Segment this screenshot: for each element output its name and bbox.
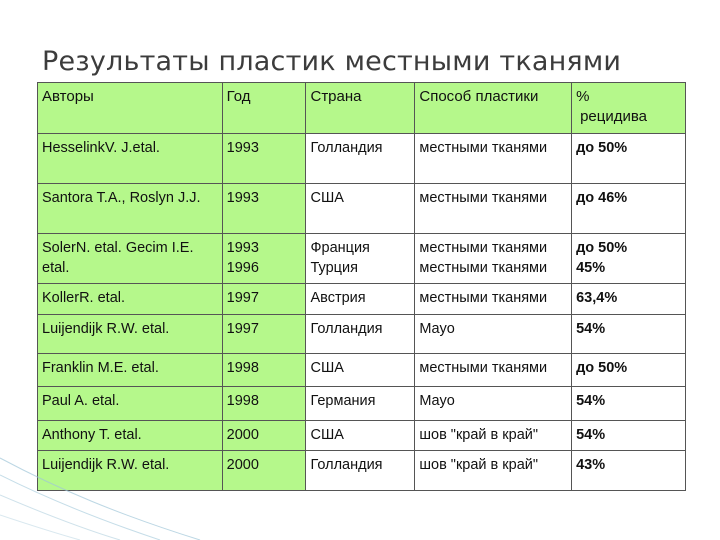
cell-year	[222, 284, 306, 315]
cell-recurrence	[572, 354, 686, 387]
cell-author-line: Luijendijk R.W. etal.	[42, 321, 170, 337]
cell-recurrence-line: 54%	[576, 427, 606, 443]
cell-author-line: etal.	[42, 260, 70, 276]
cell-author-line: HesselinkV. J.etal.	[42, 140, 160, 156]
cell-method	[415, 315, 572, 354]
cell-author	[38, 451, 223, 491]
cell-year	[222, 421, 306, 451]
cell-author-line: Franklin M.E. etal.	[42, 360, 159, 376]
cell-method	[415, 387, 572, 421]
cell-country-line: Голландия	[310, 321, 383, 337]
cell-recurrence-line: до 50%	[576, 360, 628, 376]
cell-recurrence	[572, 284, 686, 315]
results-table	[37, 82, 686, 491]
cell-country-line: США	[310, 190, 344, 206]
header-method: Способ пластики	[415, 83, 572, 134]
cell-author	[38, 234, 223, 284]
cell-country	[306, 234, 415, 284]
cell-method	[415, 354, 572, 387]
cell-author	[38, 284, 223, 315]
cell-method-line: местными тканями	[419, 290, 548, 306]
header-recurrence-word: рецидива	[580, 108, 648, 125]
cell-year-line: 1998	[226, 393, 259, 409]
header-authors: Авторы	[38, 83, 223, 134]
slide-title: Результаты пластик местными тканями	[42, 46, 622, 77]
cell-year	[222, 134, 306, 184]
cell-country	[306, 315, 415, 354]
cell-author	[38, 354, 223, 387]
cell-author	[38, 134, 223, 184]
cell-author	[38, 421, 223, 451]
cell-year	[222, 184, 306, 234]
cell-method	[415, 184, 572, 234]
cell-year-line: 2000	[226, 427, 259, 443]
cell-author-line: Anthony T. etal.	[42, 427, 142, 443]
cell-recurrence-line: до 50%	[576, 240, 628, 256]
cell-method-line: местными тканями	[419, 240, 548, 256]
cell-year	[222, 354, 306, 387]
header-year: Год	[222, 83, 306, 134]
cell-method	[415, 234, 572, 284]
cell-country	[306, 387, 415, 421]
header-recurrence-pct: %	[576, 88, 590, 105]
cell-recurrence	[572, 184, 686, 234]
cell-author-line: KollerR. etal.	[42, 290, 126, 306]
cell-country-line: Голландия	[310, 140, 383, 156]
table-header-row	[38, 83, 686, 134]
table-row	[38, 184, 686, 234]
cell-country	[306, 451, 415, 491]
results-table-body	[38, 83, 686, 491]
cell-author-line: Luijendijk R.W. etal.	[42, 457, 170, 473]
cell-year	[222, 451, 306, 491]
cell-method-line: шов "край в край"	[419, 457, 539, 473]
cell-year-line: 1993	[226, 190, 259, 206]
cell-recurrence	[572, 451, 686, 491]
cell-method	[415, 421, 572, 451]
cell-author	[38, 315, 223, 354]
cell-method-line: шов "край в край"	[419, 427, 539, 443]
cell-year-line: 1997	[226, 290, 259, 306]
cell-country-line: Турция	[310, 260, 358, 276]
table-row	[38, 134, 686, 184]
cell-author	[38, 387, 223, 421]
cell-country	[306, 284, 415, 315]
cell-country	[306, 354, 415, 387]
cell-author-line: SolerN. etal. Gecim I.E.	[42, 240, 194, 256]
table-row	[38, 387, 686, 421]
cell-recurrence-line: 45%	[576, 260, 606, 276]
table-row	[38, 451, 686, 491]
cell-year	[222, 234, 306, 284]
header-country: Страна	[306, 83, 415, 134]
cell-method-line: местными тканями	[419, 260, 548, 276]
cell-country-line: Германия	[310, 393, 376, 409]
cell-year-line: 1998	[226, 360, 259, 376]
cell-country-line: Франция	[310, 240, 370, 256]
cell-recurrence	[572, 134, 686, 184]
cell-recurrence-line: до 50%	[576, 140, 628, 156]
cell-method	[415, 451, 572, 491]
cell-recurrence-line: 63,4%	[576, 290, 618, 306]
cell-method	[415, 134, 572, 184]
cell-country-line: Австрия	[310, 290, 366, 306]
cell-country	[306, 421, 415, 451]
cell-method-line: Mayo	[419, 393, 455, 409]
cell-recurrence-line: до 46%	[576, 190, 628, 206]
cell-recurrence	[572, 387, 686, 421]
cell-year	[222, 315, 306, 354]
cell-recurrence	[572, 315, 686, 354]
cell-recurrence-line: 43%	[576, 457, 606, 473]
cell-method-line: местными тканями	[419, 360, 548, 376]
table-row	[38, 284, 686, 315]
cell-author	[38, 184, 223, 234]
cell-year-line: 1997	[226, 321, 259, 337]
table-row	[38, 234, 686, 284]
cell-recurrence-line: 54%	[576, 321, 606, 337]
cell-method-line: местными тканями	[419, 140, 548, 156]
cell-recurrence-line: 54%	[576, 393, 606, 409]
cell-year-line: 1993	[226, 240, 259, 256]
cell-country-line: США	[310, 360, 344, 376]
cell-year	[222, 387, 306, 421]
table-row	[38, 315, 686, 354]
cell-country	[306, 184, 415, 234]
cell-method	[415, 284, 572, 315]
cell-country-line: Голландия	[310, 457, 383, 473]
table-row	[38, 354, 686, 387]
table-row	[38, 421, 686, 451]
cell-author-line: Santora T.A., Roslyn J.J.	[42, 190, 201, 206]
cell-method-line: местными тканями	[419, 190, 548, 206]
cell-recurrence	[572, 421, 686, 451]
cell-method-line: Mayo	[419, 321, 455, 337]
cell-country	[306, 134, 415, 184]
cell-author-line: Paul A. etal.	[42, 393, 120, 409]
cell-recurrence	[572, 234, 686, 284]
cell-year-line: 1993	[226, 140, 259, 156]
cell-year-line: 2000	[226, 457, 259, 473]
cell-year-line: 1996	[226, 260, 259, 276]
cell-country-line: США	[310, 427, 344, 443]
header-recurrence	[572, 83, 686, 134]
